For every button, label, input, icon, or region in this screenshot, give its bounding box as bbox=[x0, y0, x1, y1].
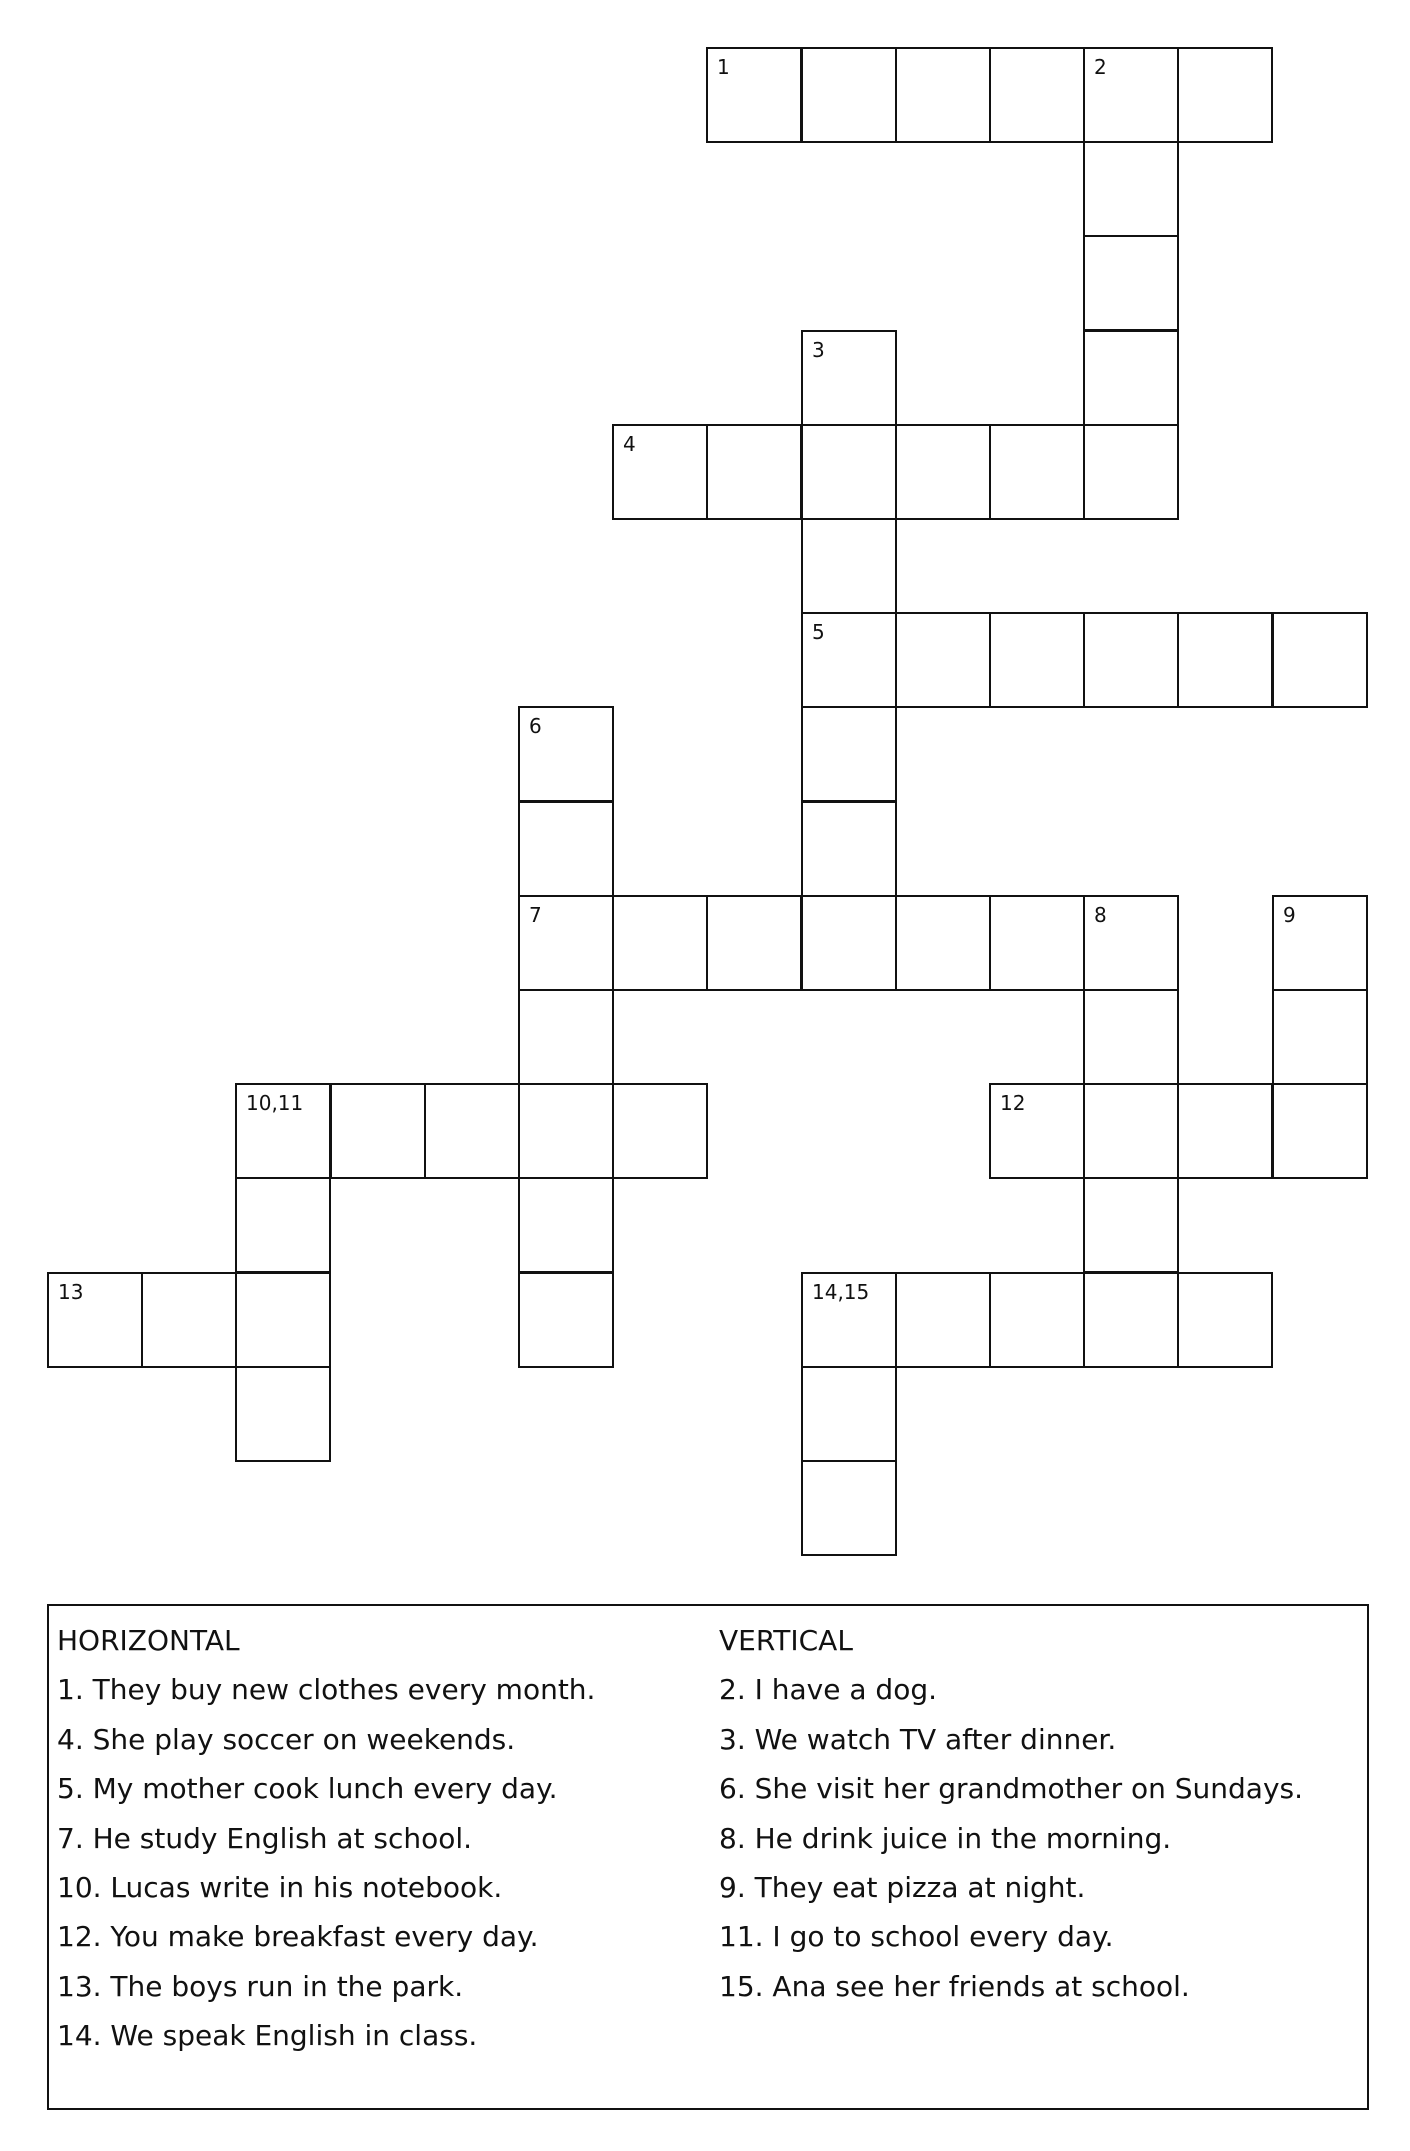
clue-vertical-11: 11. I go to school every day. bbox=[719, 1920, 1114, 1954]
crossword-cell[interactable] bbox=[801, 801, 897, 897]
crossword-cell[interactable] bbox=[1177, 1083, 1273, 1179]
crossword-cell[interactable] bbox=[518, 1083, 614, 1179]
clue-horizontal-7: 7. He study English at school. bbox=[57, 1821, 473, 1855]
clue-horizontal-13: 13. The boys run in the park. bbox=[57, 1969, 464, 2003]
crossword-cell[interactable] bbox=[706, 47, 802, 143]
clue-horizontal-1: 1. They buy new clothes every month. bbox=[57, 1673, 596, 1707]
clue-horizontal-12: 12. You make breakfast every day. bbox=[57, 1920, 539, 1954]
crossword-cell[interactable] bbox=[518, 1177, 614, 1273]
crossword-cell[interactable] bbox=[989, 424, 1085, 520]
crossword-cell[interactable] bbox=[330, 1083, 426, 1179]
crossword-cell[interactable] bbox=[1083, 141, 1179, 237]
crossword-cell[interactable] bbox=[895, 895, 991, 991]
crossword-cell[interactable] bbox=[801, 424, 897, 520]
crossword-cell[interactable] bbox=[612, 424, 708, 520]
clue-vertical-2: 2. I have a dog. bbox=[719, 1673, 938, 1707]
crossword-cell[interactable] bbox=[235, 1177, 331, 1273]
clue-number: 4 bbox=[623, 432, 636, 456]
crossword-cell[interactable] bbox=[895, 612, 991, 708]
clue-vertical-3: 3. We watch TV after dinner. bbox=[719, 1722, 1117, 1756]
crossword-cell[interactable] bbox=[612, 1083, 708, 1179]
crossword-cell[interactable] bbox=[47, 1272, 143, 1368]
clue-vertical-9: 9. They eat pizza at night. bbox=[719, 1870, 1086, 1904]
crossword-cell[interactable] bbox=[989, 1083, 1085, 1179]
crossword-cell[interactable] bbox=[989, 47, 1085, 143]
crossword-cell[interactable] bbox=[235, 1083, 331, 1179]
crossword-cell[interactable] bbox=[801, 47, 897, 143]
crossword-cell[interactable] bbox=[1177, 612, 1273, 708]
clue-number: 8 bbox=[1094, 903, 1107, 927]
clue-vertical-8: 8. He drink juice in the morning. bbox=[719, 1821, 1172, 1855]
clue-number: 5 bbox=[812, 620, 825, 644]
crossword-cell[interactable] bbox=[1272, 895, 1368, 991]
clue-vertical-15: 15. Ana see her friends at school. bbox=[719, 1969, 1190, 2003]
vertical-clues bbox=[719, 1616, 1303, 2011]
crossword-cell[interactable] bbox=[1083, 235, 1179, 331]
clue-vertical-6: 6. She visit her grandmother on Sundays. bbox=[719, 1772, 1304, 1806]
crossword-cell[interactable] bbox=[706, 895, 802, 991]
crossword-cell[interactable] bbox=[518, 706, 614, 802]
crossword-cell[interactable] bbox=[801, 518, 897, 614]
crossword-cell[interactable] bbox=[1272, 612, 1368, 708]
crossword-cell[interactable] bbox=[1083, 424, 1179, 520]
clues-box bbox=[47, 1604, 1369, 2110]
clue-number: 13 bbox=[58, 1280, 84, 1304]
crossword-cell[interactable] bbox=[1083, 1083, 1179, 1179]
crossword-cell[interactable] bbox=[1177, 1272, 1273, 1368]
crossword-cell[interactable] bbox=[1083, 612, 1179, 708]
crossword-cell[interactable] bbox=[801, 1272, 897, 1368]
horizontal-title: HORIZONTAL bbox=[57, 1624, 240, 1657]
clue-horizontal-5: 5. My mother cook lunch every day. bbox=[57, 1772, 558, 1806]
clue-number: 3 bbox=[812, 338, 825, 362]
crossword-cell[interactable] bbox=[1177, 47, 1273, 143]
crossword-cell[interactable] bbox=[801, 895, 897, 991]
clue-number: 2 bbox=[1094, 55, 1107, 79]
crossword-cell[interactable] bbox=[235, 1272, 331, 1368]
crossword-cell[interactable] bbox=[235, 1366, 331, 1462]
clue-horizontal-14: 14. We speak English in class. bbox=[57, 2019, 478, 2053]
clue-number: 1 bbox=[717, 55, 730, 79]
crossword-cell[interactable] bbox=[1272, 989, 1368, 1085]
clue-number: 14,15 bbox=[812, 1280, 870, 1304]
crossword-cell[interactable] bbox=[895, 424, 991, 520]
crossword-cell[interactable] bbox=[424, 1083, 520, 1179]
crossword-cell[interactable] bbox=[801, 612, 897, 708]
crossword-cell[interactable] bbox=[518, 895, 614, 991]
clue-number: 12 bbox=[1000, 1091, 1026, 1115]
crossword-cell[interactable] bbox=[895, 1272, 991, 1368]
crossword-cell[interactable] bbox=[1083, 989, 1179, 1085]
crossword-cell[interactable] bbox=[801, 330, 897, 426]
crossword-cell[interactable] bbox=[1083, 895, 1179, 991]
crossword-cell[interactable] bbox=[141, 1272, 237, 1368]
vertical-title: VERTICAL bbox=[719, 1624, 853, 1657]
horizontal-clues bbox=[57, 1616, 595, 2061]
clue-horizontal-10: 10. Lucas write in his notebook. bbox=[57, 1870, 503, 1904]
crossword-cell[interactable] bbox=[1083, 47, 1179, 143]
crossword-cell[interactable] bbox=[1083, 1272, 1179, 1368]
crossword-cell[interactable] bbox=[895, 47, 991, 143]
crossword-cell[interactable] bbox=[706, 424, 802, 520]
crossword-cell[interactable] bbox=[989, 612, 1085, 708]
crossword-cell[interactable] bbox=[518, 1272, 614, 1368]
crossword-cell[interactable] bbox=[1083, 330, 1179, 426]
crossword-cell[interactable] bbox=[518, 801, 614, 897]
crossword-cell[interactable] bbox=[989, 1272, 1085, 1368]
clue-number: 7 bbox=[529, 903, 542, 927]
crossword-cell[interactable] bbox=[612, 895, 708, 991]
crossword-cell[interactable] bbox=[801, 1460, 897, 1556]
clue-horizontal-4: 4. She play soccer on weekends. bbox=[57, 1722, 516, 1756]
crossword-cell[interactable] bbox=[1083, 1177, 1179, 1273]
clue-number: 6 bbox=[529, 714, 542, 738]
crossword-cell[interactable] bbox=[518, 989, 614, 1085]
crossword-cell[interactable] bbox=[801, 1366, 897, 1462]
clue-number: 9 bbox=[1283, 903, 1296, 927]
clue-number: 10,11 bbox=[246, 1091, 304, 1115]
crossword-cell[interactable] bbox=[801, 706, 897, 802]
crossword-cell[interactable] bbox=[989, 895, 1085, 991]
crossword-cell[interactable] bbox=[1272, 1083, 1368, 1179]
